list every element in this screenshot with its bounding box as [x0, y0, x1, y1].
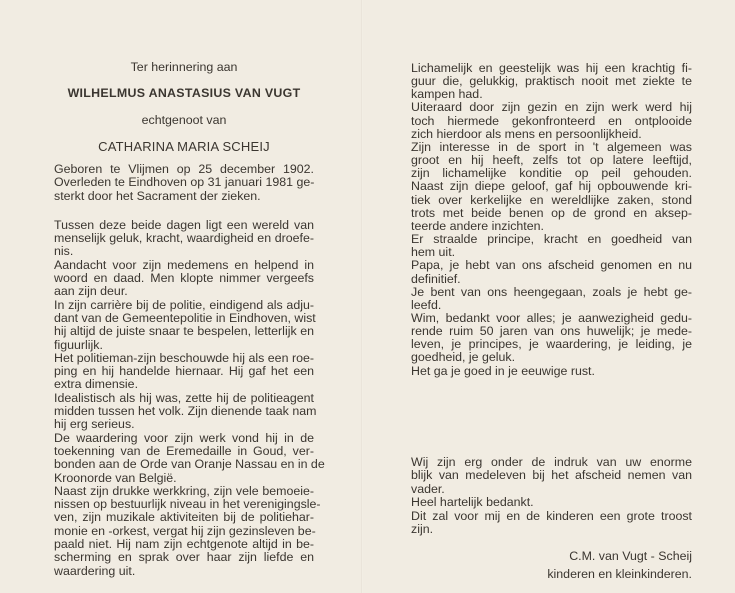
text-line: Naast zijn drukke werkkring, zijn vele bemoeie- — [54, 483, 314, 498]
text-line: Lichamelijk en geestelijk was hij een krachtig fi- — [411, 61, 692, 75]
paragraph — [411, 510, 692, 537]
text-line: Aandacht voor zijn medemens en helpend in — [54, 257, 314, 272]
text-line: vader. — [411, 481, 445, 496]
text-line: blijk van medeleven bij het afscheid nemen van — [411, 468, 692, 483]
paragraph — [54, 430, 325, 485]
paragraph — [54, 299, 314, 352]
text-line: In zijn carrière bij de politie, eindigend als adju- — [54, 297, 314, 312]
text-line: zijn lichamelijke konditie op peil gehouden. — [411, 166, 692, 181]
text-line: zijn. — [411, 522, 434, 537]
text-line: scherming en sprak over haar zijn liefde en — [54, 550, 314, 565]
paragraph — [411, 496, 692, 509]
text-line: Uiteraard door zijn gezin en zijn werk werd hij — [411, 100, 692, 115]
text-line: kampen had. — [411, 87, 483, 102]
paragraph — [54, 259, 314, 299]
paragraph — [411, 312, 692, 365]
text-line: woord en daad. Men klopte nimmer vergeefs — [54, 271, 314, 286]
text-line: aan zijn deur. — [54, 284, 128, 299]
paragraph — [54, 390, 317, 432]
text-line: ping en hij handelde hiernaar. Hij gaf het een — [54, 364, 314, 379]
text-line: definitief. — [411, 271, 461, 286]
text-line: ven, zijn muzikale aktiviteiten bij de politiehar- — [54, 510, 314, 525]
text-line: Overleden te Eindhoven op 31 januari 1981 ge- — [54, 175, 315, 190]
text-line: sterkt door het Sacrament der zieken. — [54, 188, 261, 203]
signature — [547, 547, 692, 583]
text-line: leven, je principes, je waardering, je leiding, je — [411, 337, 692, 352]
paragraph — [411, 259, 692, 285]
text-line: Zijn interesse in de sport in 't algemeen was — [411, 139, 692, 154]
text-line: De waardering voor zijn werk vond hij in de — [54, 430, 314, 445]
text-line: rende ruim 50 jaren van ons huwelijk; je mede- — [411, 324, 692, 339]
text-line: toch hiermede gekonfronteerd en ontplooide — [411, 113, 692, 128]
paragraph — [411, 456, 692, 496]
paragraph — [54, 352, 314, 392]
paragraph — [54, 219, 314, 259]
text-line: Je bent van ons heengegaan, zoals je hebt ge- — [411, 284, 692, 299]
relation-text: echtgenoot van — [141, 113, 227, 127]
paragraph — [411, 62, 692, 101]
card-fold-line — [361, 0, 363, 593]
text-line: goedheid, je geluk. — [411, 350, 516, 365]
text-line: hij erg serieus. — [54, 417, 135, 432]
text-line: tiek over kerkelijke en wereldlijke zaken, stond — [411, 192, 692, 207]
text-line: Het ga je goed in je eeuwige rust. — [411, 363, 595, 378]
text-line: dant van de Gemeentepolitie in Eindhoven, wist — [54, 310, 316, 325]
text-line: Geboren te Vlijmen op 25 december 1902. — [54, 162, 314, 176]
text-line: menselijk geluk, kracht, waardigheid en droefe- — [54, 231, 314, 246]
text-line: Tussen deze beide dagen ligt een wereld van — [54, 217, 314, 232]
text-line: Papa, je hebt van ons afscheid genomen en nu — [411, 258, 692, 273]
paragraph — [411, 233, 692, 259]
text-line: groot en hij heeft, zelfs tot op latere leeftijd, — [411, 153, 692, 168]
intro-text: Ter herinnering aan — [130, 60, 238, 74]
text-line: trots met beide benen op de grond en aksep- — [411, 205, 692, 220]
text-line: figuurlijk. — [54, 337, 103, 352]
text-line: Wim, bedankt voor alles; je aanwezigheid gedu- — [411, 310, 692, 325]
text-line: nis. — [54, 244, 74, 259]
text-line: teerde andere inzichten. — [411, 218, 544, 233]
text-line: leefd. — [411, 297, 442, 312]
text-line: paald niet. Hij nam zijn echtgenote altijd in be- — [54, 537, 314, 552]
signature-name: C.M. van Vugt - Scheij — [569, 549, 692, 563]
text-line: Dit zal voor mij en de kinderen een grote troost — [411, 508, 692, 523]
text-line: zich hierdoor als mens en persoonlijkheid. — [411, 126, 642, 141]
text-line: hij altijd de juiste snaar te bespelen, letterlijk en — [54, 324, 314, 339]
text-line: waardering uit. — [54, 563, 136, 578]
paragraph — [411, 141, 692, 233]
text-line: toekenning van de Eremedaille in Goud, ver- — [54, 443, 314, 458]
text-line: extra dimensie. — [54, 377, 139, 392]
text-line: Idealistisch als hij was, zette hij de politieagent — [54, 390, 314, 405]
paragraph — [411, 286, 692, 312]
text-line: Heel hartelijk bedankt. — [411, 495, 534, 510]
text-line: bonden aan de Orde van Oranje Nassau en in de — [54, 457, 325, 472]
paragraph — [411, 101, 692, 140]
signature-family: kinderen en kleinkinderen. — [547, 567, 692, 581]
spouse-name: CATHARINA MARIA SCHEIJ — [98, 139, 270, 154]
paragraph — [411, 365, 692, 378]
text-line: Het politieman-zijn beschouwde hij als een roe- — [54, 350, 314, 365]
text-line: nissen op bestuurlijk niveau in het verenigingsle- — [54, 497, 321, 512]
text-line: Kroonorde van België. — [54, 470, 177, 485]
text-line: midden tussen het volk. Zijn dienende taak nam — [54, 404, 317, 419]
text-line: monie en -orkest, vergat hij zijn gezinsleven be- — [54, 523, 316, 538]
paragraph — [54, 483, 321, 578]
biography-right-column — [411, 62, 692, 378]
paragraph — [54, 163, 314, 203]
deceased-name: WILHELMUS ANASTASIUS VAN VUGT — [67, 86, 301, 100]
thanks-message — [411, 456, 692, 536]
biography-left-column — [54, 162, 325, 578]
text-line: Er straalde principe, kracht en goedheid van — [411, 232, 692, 247]
text-line: hem uit. — [411, 245, 456, 260]
text-line: guur die, gelukkig, praktisch nooit met ziekte te — [411, 74, 692, 89]
text-line: Naast zijn diepe geloof, gaf hij opbouwende kri- — [411, 179, 692, 194]
text-line: Wij zijn erg onder de indruk van uw enorme — [411, 455, 692, 469]
